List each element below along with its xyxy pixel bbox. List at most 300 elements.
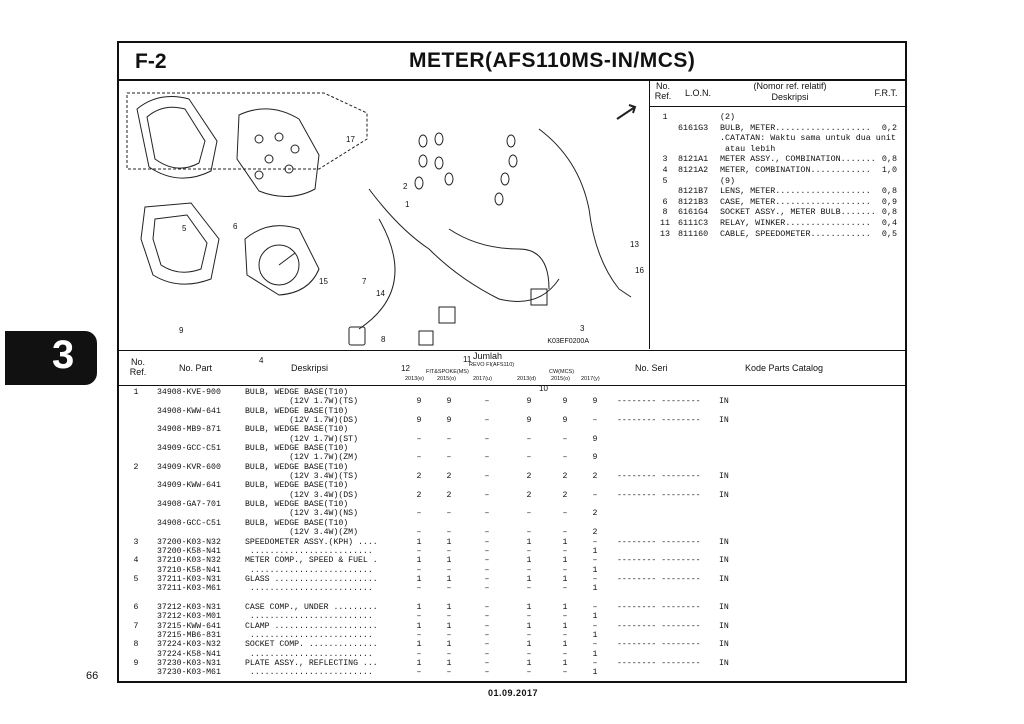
table-row [119, 416, 905, 425]
row-quantity: – [484, 574, 490, 584]
row-quantity: – [446, 434, 452, 444]
reference-row-frt: 0,4 [881, 217, 897, 228]
row-description: CLAMP ..................... [245, 621, 378, 631]
row-ref: 1 [133, 388, 139, 397]
reference-row [650, 133, 905, 144]
row-catalog-code: IN [719, 574, 729, 584]
row-quantity: – [484, 630, 490, 640]
row-serial: -------- -------- [617, 640, 701, 650]
table-row [119, 463, 905, 472]
section-code: F-2 [135, 50, 167, 73]
row-quantity: 2 [562, 472, 568, 482]
table-row [119, 640, 905, 649]
row-serial: -------- -------- [617, 490, 701, 500]
reference-list-rows [650, 112, 905, 239]
ref-header-desc-top: (Nomor ref. relatif) [753, 81, 827, 91]
reference-row-frt: 0,8 [881, 207, 897, 218]
parts-table-header [119, 350, 905, 386]
row-quantity: 1 [526, 556, 532, 566]
reference-row-frt: 0,2 [881, 122, 897, 133]
table-row [119, 622, 905, 631]
row-quantity: – [562, 434, 568, 444]
row-quantity: 1 [446, 602, 452, 612]
parts-header-group2: CW(MCS) [549, 369, 575, 375]
row-quantity: 1 [446, 640, 452, 650]
row-quantity: 1 [416, 602, 422, 612]
row-quantity: – [562, 584, 568, 594]
row-quantity: 9 [592, 397, 598, 407]
reference-row-ref: 8 [662, 207, 668, 218]
row-part-number: 34908-GA7-701 [157, 500, 221, 510]
callout-7: 7 [362, 277, 367, 286]
row-quantity: – [416, 630, 422, 640]
row-catalog-code: IN [719, 556, 729, 566]
row-quantity: – [592, 416, 598, 426]
row-quantity: 1 [446, 621, 452, 631]
row-quantity: – [592, 640, 598, 650]
row-description: (12V 1.7W)(DS) [245, 416, 359, 426]
row-description: PLATE ASSY., REFLECTING ... [245, 658, 378, 668]
row-quantity: – [484, 621, 490, 631]
row-ref: 3 [133, 537, 139, 547]
row-description: (12V 3.4W)(NS) [245, 509, 359, 519]
row-quantity: – [446, 668, 452, 678]
parts-table-body [119, 388, 905, 678]
row-quantity: – [416, 584, 422, 594]
row-serial: -------- -------- [617, 537, 701, 547]
row-quantity: 1 [416, 640, 422, 650]
table-row [119, 407, 905, 416]
table-row [119, 659, 905, 668]
reference-list-header [650, 79, 905, 107]
reference-row [650, 176, 905, 187]
row-description: GLASS ..................... [245, 574, 378, 584]
reference-list [650, 79, 905, 349]
row-quantity: 9 [592, 453, 598, 463]
table-row [119, 603, 905, 612]
row-part-number: 37211-K03-N31 [157, 574, 221, 584]
row-quantity: – [562, 546, 568, 556]
row-quantity: 9 [526, 397, 532, 407]
callout-17: 17 [346, 135, 355, 144]
row-serial: -------- -------- [617, 472, 701, 482]
row-description: SPEEDOMETER ASSY.(KPH) .... [245, 537, 378, 547]
table-row [119, 435, 905, 444]
row-quantity: 2 [446, 490, 452, 500]
callout-10: 10 [539, 384, 548, 393]
row-description: (12V 3.4W)(DS) [245, 490, 359, 500]
row-description: BULB, WEDGE BASE(T10) [245, 388, 349, 397]
row-catalog-code: IN [719, 640, 729, 650]
row-quantity: – [484, 584, 490, 594]
ref-header-lon: L.O.N. [684, 88, 711, 98]
chapter-number: 3 [52, 333, 75, 377]
reference-row-lon: 8121A2 [678, 164, 709, 175]
row-part-number: 37211-K03-M61 [157, 584, 221, 594]
row-ref: 8 [133, 640, 139, 650]
row-quantity: – [446, 565, 452, 575]
reference-row-desc: (2) [720, 112, 736, 122]
callout-9: 9 [179, 326, 184, 335]
row-description: BULB, WEDGE BASE(T10) [245, 481, 349, 491]
row-quantity: – [416, 546, 422, 556]
row-description: ......................... [245, 546, 373, 556]
table-row [119, 528, 905, 537]
row-quantity: 9 [416, 397, 422, 407]
year-col-2: 2015(o) [437, 376, 456, 382]
row-quantity: – [416, 668, 422, 678]
row-description: ......................... [245, 565, 373, 575]
row-quantity: 1 [526, 574, 532, 584]
row-ref: 2 [133, 462, 139, 472]
row-quantity: 1 [446, 574, 452, 584]
row-serial: -------- -------- [617, 556, 701, 566]
row-description: BULB, WEDGE BASE(T10) [245, 518, 349, 528]
row-quantity: – [562, 453, 568, 463]
reference-row [650, 144, 905, 155]
row-part-number: 37210-K03-N32 [157, 556, 221, 566]
reference-row-desc: .CATATAN: Waktu sama untuk dua unit [720, 133, 896, 144]
row-quantity: – [484, 546, 490, 556]
table-row [119, 388, 905, 397]
print-date: 01.09.2017 [488, 688, 539, 698]
reference-row-desc: RELAY, WINKER................. [720, 217, 871, 228]
row-quantity: – [526, 453, 532, 463]
ref-header-frt: F.R.T. [874, 88, 898, 98]
row-description: ......................... [245, 668, 373, 678]
row-catalog-code: IN [719, 416, 729, 426]
page-number: 66 [86, 670, 99, 682]
reference-row-desc: CASE, METER................... [720, 196, 871, 207]
row-part-number: 37200-K03-N32 [157, 537, 221, 547]
row-quantity: – [446, 509, 452, 519]
chapter-tab [5, 331, 97, 385]
row-quantity: 1 [416, 556, 422, 566]
row-description: ......................... [245, 584, 373, 594]
page-title: METER(AFS110MS-IN/MCS) [409, 49, 696, 72]
parts-header-jumlah: Jumlah [473, 351, 503, 361]
reference-row [650, 112, 905, 123]
callout-4: 4 [259, 356, 264, 365]
row-quantity: – [484, 472, 490, 482]
row-quantity: – [562, 630, 568, 640]
row-quantity: 2 [416, 472, 422, 482]
year-col-4: 2013(d) [517, 376, 536, 382]
row-quantity: – [484, 509, 490, 519]
table-row [119, 668, 905, 677]
row-description: ......................... [245, 649, 373, 659]
reference-row-ref: 3 [662, 154, 668, 165]
callout-2: 2 [403, 182, 408, 191]
table-row [119, 650, 905, 659]
row-quantity: 1 [592, 630, 598, 640]
row-quantity: – [484, 537, 490, 547]
row-description: BULB, WEDGE BASE(T10) [245, 425, 349, 435]
row-ref: 4 [133, 556, 139, 566]
table-row [119, 397, 905, 406]
row-part-number: 37215-KWW-641 [157, 621, 221, 631]
row-quantity: 2 [416, 490, 422, 500]
row-catalog-code: IN [719, 490, 729, 500]
row-quantity: 9 [592, 434, 598, 444]
reference-row [650, 154, 905, 165]
row-part-number: 37215-MB6-831 [157, 630, 221, 640]
row-description: BULB, WEDGE BASE(T10) [245, 406, 349, 416]
reference-row-frt: 0,8 [881, 154, 897, 165]
row-quantity: – [526, 649, 532, 659]
row-quantity: 1 [526, 621, 532, 631]
row-quantity: – [484, 658, 490, 668]
row-quantity: 1 [592, 546, 598, 556]
table-row [119, 491, 905, 500]
row-quantity: – [562, 565, 568, 575]
row-quantity: – [526, 630, 532, 640]
table-row [119, 538, 905, 547]
row-quantity: 9 [562, 416, 568, 426]
reference-row [650, 207, 905, 218]
row-quantity: – [484, 556, 490, 566]
row-part-number: 34909-KWW-641 [157, 481, 221, 491]
callout-5: 5 [182, 224, 187, 233]
row-part-number: 37212-K03-N31 [157, 602, 221, 612]
reference-row-desc: CABLE, SPEEDOMETER............ [720, 228, 871, 239]
reference-row-lon: 811160 [678, 228, 709, 239]
row-catalog-code: IN [719, 472, 729, 482]
row-quantity: 1 [592, 565, 598, 575]
row-quantity: – [526, 612, 532, 622]
row-description: (12V 3.4W)(ZM) [245, 528, 359, 538]
year-col-3: 2017(u) [473, 376, 492, 382]
row-quantity: – [484, 397, 490, 407]
row-part-number: 34908-KWW-641 [157, 406, 221, 416]
reference-row-lon: 6111C3 [678, 217, 709, 228]
reference-row-desc: BULB, METER................... [720, 122, 871, 133]
callout-14: 14 [376, 289, 385, 298]
row-quantity: – [446, 612, 452, 622]
row-serial: -------- -------- [617, 574, 701, 584]
row-description: CASE COMP., UNDER ......... [245, 602, 378, 612]
reference-row-desc: (9) [720, 175, 736, 186]
row-quantity: 1 [416, 537, 422, 547]
row-quantity: 1 [592, 649, 598, 659]
reference-row [650, 186, 905, 197]
reference-row-ref: 6 [662, 196, 668, 207]
reference-row-frt: 0,8 [881, 186, 897, 197]
reference-row-frt: 0,9 [881, 196, 897, 207]
row-part-number: 34908-GCC-C51 [157, 518, 221, 528]
row-quantity: 1 [446, 658, 452, 668]
row-catalog-code: IN [719, 397, 729, 407]
table-row [119, 453, 905, 462]
row-description: (12V 1.7W)(TS) [245, 397, 359, 407]
row-quantity: 2 [592, 528, 598, 538]
reference-row [650, 229, 905, 240]
row-quantity: – [446, 649, 452, 659]
row-quantity: 1 [562, 556, 568, 566]
parts-header-no-ref: No. Ref. [129, 357, 147, 377]
row-quantity: – [416, 649, 422, 659]
row-catalog-code: IN [719, 658, 729, 668]
row-quantity: – [484, 453, 490, 463]
table-row [119, 575, 905, 584]
row-part-number: 37230-K03-M61 [157, 668, 221, 678]
row-ref: 5 [133, 574, 139, 584]
row-quantity: – [446, 630, 452, 640]
row-quantity: – [592, 602, 598, 612]
row-quantity: – [484, 528, 490, 538]
row-description: METER COMP., SPEED & FUEL . [245, 556, 378, 566]
year-col-6: 2017(y) [581, 376, 600, 382]
row-quantity: – [416, 434, 422, 444]
row-quantity: 9 [446, 416, 452, 426]
reference-row-ref: 4 [662, 164, 668, 175]
row-description: (12V 1.7W)(ZM) [245, 453, 359, 463]
reference-row-ref: 1 [662, 112, 668, 122]
row-quantity: – [592, 658, 598, 668]
row-description: SOCKET COMP. .............. [245, 640, 378, 650]
parts-header-no-part: No. Part [179, 363, 213, 373]
row-quantity: – [446, 453, 452, 463]
table-row [119, 425, 905, 434]
row-serial: -------- -------- [617, 602, 701, 612]
row-quantity: 1 [592, 612, 598, 622]
row-quantity: – [562, 668, 568, 678]
diagram-code: K03EF0200A [547, 338, 589, 345]
row-part-number: 37210-K58-N41 [157, 565, 221, 575]
reference-row-lon: 8121B3 [678, 196, 709, 207]
row-serial: -------- -------- [617, 658, 701, 668]
table-row [119, 509, 905, 518]
row-description: BULB, WEDGE BASE(T10) [245, 462, 349, 472]
callout-11: 11 [463, 355, 472, 364]
table-row [119, 612, 905, 621]
reference-row-lon: 6161G3 [678, 122, 709, 133]
row-quantity: – [526, 434, 532, 444]
reference-row-desc: METER ASSY., COMBINATION....... [720, 154, 876, 165]
row-part-number: 37224-K58-N41 [157, 649, 221, 659]
table-row [119, 481, 905, 490]
parts-header-deskripsi: Deskripsi [291, 363, 329, 373]
row-quantity: 1 [562, 602, 568, 612]
row-quantity: – [592, 574, 598, 584]
row-description: BULB, WEDGE BASE(T10) [245, 500, 349, 510]
table-row [119, 566, 905, 575]
callout-8: 8 [381, 335, 386, 344]
row-serial: -------- -------- [617, 621, 701, 631]
row-quantity: 2 [562, 490, 568, 500]
table-row [119, 594, 905, 603]
reference-row-desc: LENS, METER................... [720, 186, 871, 197]
year-col-1: 2013(e) [405, 376, 424, 382]
row-quantity: 9 [446, 397, 452, 407]
ref-header-desc: Deskripsi [771, 92, 809, 102]
row-quantity: – [416, 612, 422, 622]
row-quantity: – [446, 584, 452, 594]
row-quantity: – [592, 556, 598, 566]
row-part-number: 37212-K03-M01 [157, 612, 221, 622]
row-serial: -------- -------- [617, 397, 701, 407]
reference-row [650, 123, 905, 134]
reference-row [650, 165, 905, 176]
row-description: (12V 3.4W)(TS) [245, 472, 359, 482]
row-ref: 7 [133, 621, 139, 631]
row-quantity: – [484, 416, 490, 426]
row-quantity: 1 [592, 668, 598, 678]
table-row [119, 631, 905, 640]
row-quantity: – [526, 668, 532, 678]
reference-row-lon: 6161G4 [678, 207, 709, 218]
row-description: ......................... [245, 612, 373, 622]
callout-16: 16 [635, 266, 644, 275]
ref-header-no: No. Ref. [654, 81, 672, 101]
row-quantity: 1 [526, 640, 532, 650]
table-row [119, 519, 905, 528]
row-quantity: 1 [592, 584, 598, 594]
row-part-number: 34909-GCC-C51 [157, 444, 221, 454]
row-quantity: – [484, 640, 490, 650]
row-description: ......................... [245, 630, 373, 640]
row-quantity: 1 [416, 621, 422, 631]
callout-3: 3 [580, 324, 585, 333]
row-quantity: 9 [526, 416, 532, 426]
row-description: (12V 1.7W)(ST) [245, 434, 359, 444]
row-quantity: – [526, 546, 532, 556]
row-catalog-code: IN [719, 537, 729, 547]
row-quantity: 1 [526, 537, 532, 547]
row-part-number: 34908-MB9-871 [157, 425, 221, 435]
year-col-5: 2015(o) [551, 376, 570, 382]
row-quantity: 2 [592, 472, 598, 482]
row-quantity: 1 [416, 658, 422, 668]
callout-13: 13 [630, 240, 639, 249]
row-part-number: 37230-K03-N31 [157, 658, 221, 668]
row-quantity: – [416, 453, 422, 463]
row-description: BULB, WEDGE BASE(T10) [245, 444, 349, 454]
row-catalog-code: IN [719, 602, 729, 612]
row-quantity: 9 [416, 416, 422, 426]
row-quantity: – [484, 490, 490, 500]
reference-row-ref: 13 [659, 228, 671, 239]
parts-header-revo: REVO FI(AFS110) [469, 362, 515, 368]
catalog-page [117, 41, 907, 683]
row-quantity: 2 [526, 472, 532, 482]
title-bar [119, 43, 905, 81]
reference-row-ref: 5 [662, 175, 668, 186]
row-quantity: – [416, 509, 422, 519]
reference-row-frt: 1,0 [881, 164, 897, 175]
row-part-number: 34909-KVR-600 [157, 462, 221, 472]
row-quantity: – [526, 509, 532, 519]
row-quantity: – [484, 434, 490, 444]
reference-row-lon: 8121B7 [678, 186, 709, 197]
table-row [119, 444, 905, 453]
table-row [119, 584, 905, 593]
row-quantity: – [526, 584, 532, 594]
parts-header-group1: FIT&SPOKE(MS) [426, 369, 469, 375]
row-quantity: – [592, 490, 598, 500]
table-row [119, 547, 905, 556]
row-quantity: 9 [562, 397, 568, 407]
parts-header-no-seri: No. Seri [635, 363, 668, 373]
row-quantity: – [446, 546, 452, 556]
row-quantity: – [416, 528, 422, 538]
callout-15: 15 [319, 277, 328, 286]
reference-row [650, 218, 905, 229]
reference-row-lon: 8121A1 [678, 154, 709, 165]
row-quantity: 1 [416, 574, 422, 584]
row-quantity: – [484, 612, 490, 622]
row-quantity: – [562, 528, 568, 538]
